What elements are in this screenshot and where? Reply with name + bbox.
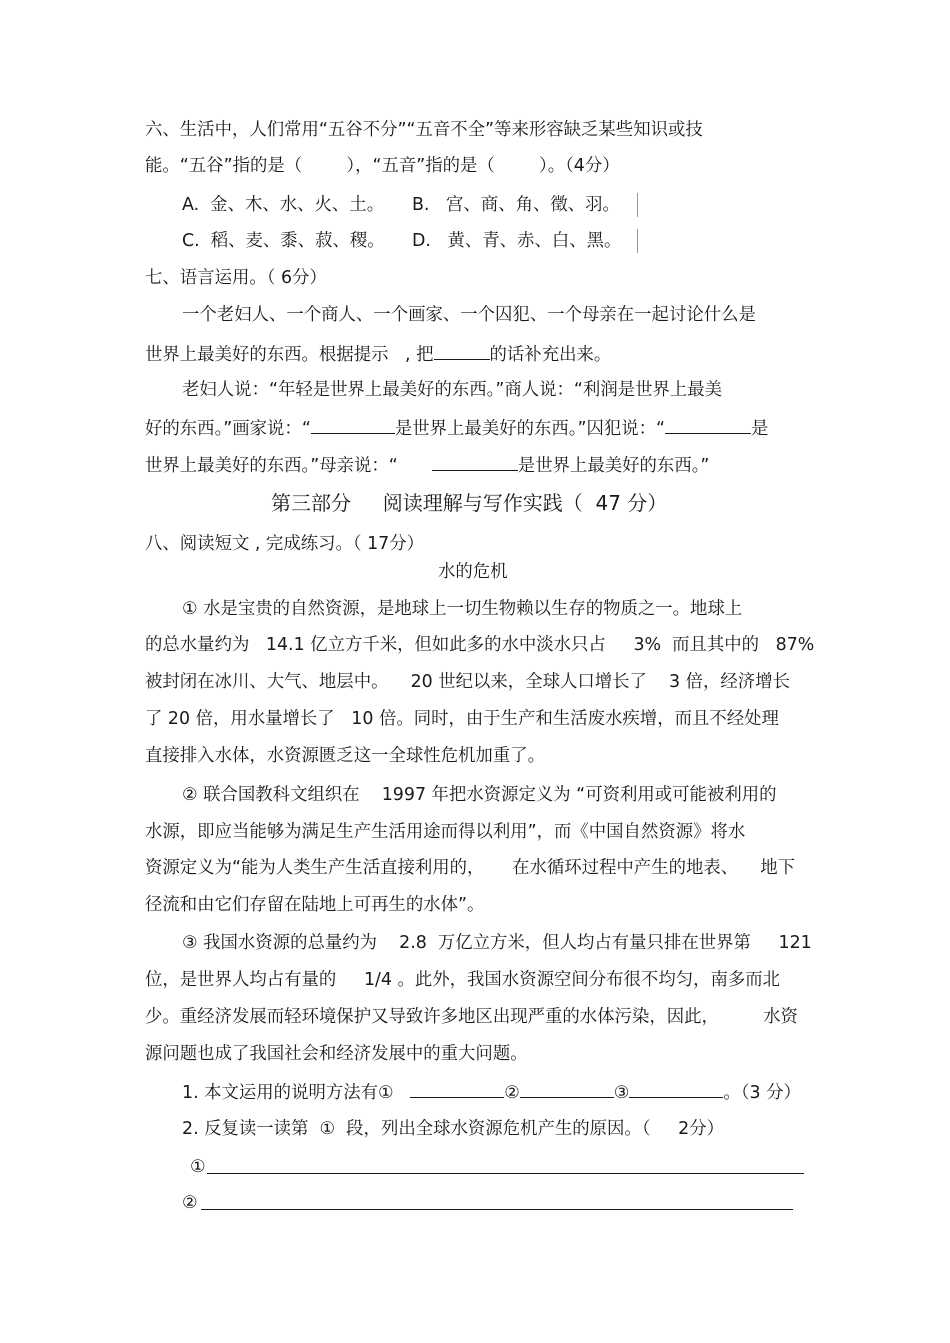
paragraph-2-line: 径流和由它们存留在陆地上可再生的水体”。: [145, 895, 485, 915]
answer-line-1[interactable]: [207, 1173, 804, 1174]
q7-prompt-line1: 一个老妇人、一个商人、一个画家、一个囚犯、一个母亲在一起讨论什么是: [182, 305, 756, 325]
q7-prompt-line2: [145, 341, 611, 367]
q6-stem-line1: 六、生活中，人们常用“五谷不分”“五音不全”等来形容缺乏某些知识或技: [145, 120, 703, 140]
part3-title: 第三部分 阅读理解与写作实践（ 47 分）: [271, 491, 668, 515]
q7-heading: 七、语言运用。（ 6分）: [145, 268, 327, 288]
q7-prompt-text: 世界上最美好的东西。根据提示 , 把: [145, 345, 434, 365]
circled-number: ①: [190, 1157, 206, 1177]
paragraph-1-line: 直接排入水体，水资源匮乏这一全球性危机加重了。: [145, 746, 545, 766]
q7-dialogue-text: 是世界上最美好的东西。”囚犯说：“: [394, 419, 666, 439]
paragraph-2-line: 资源定义为“能为人类生产生活直接利用的， 在水循环过程中产生的地表、 地下: [145, 858, 796, 878]
circled-number: ③: [613, 1083, 630, 1103]
method-answer-blank-1[interactable]: [410, 1079, 504, 1098]
paragraph-2-line: 水源，即应当能够为满足生产生活用途而得以利用”，而《中国自然资源》将水: [145, 822, 746, 842]
sub-question-1: [182, 1079, 801, 1105]
q7-dialogue-line3: [145, 452, 709, 478]
q7-dialogue-line2: [145, 415, 768, 441]
method-answer-blank-2[interactable]: [520, 1079, 614, 1098]
paragraph-1-line: 的总水量约为 14.1 亿立方千米，但如此多的水中淡水只占 3% 而且其中的 87%: [145, 635, 815, 655]
article-title: 水的危机: [438, 562, 508, 582]
q8-heading: 八、阅读短文 , 完成练习。（ 17分）: [145, 534, 425, 554]
q7-dialogue-text: 好的东西。”画家说：“: [145, 419, 311, 439]
q7-dialogue-line1: 老妇人说：“年轻是世界上最美好的东西。”商人说：“利润是世界上最美: [182, 380, 723, 400]
q7-prompt-text: 的话补充出来。: [489, 345, 612, 365]
prisoner-answer-blank[interactable]: [665, 415, 751, 434]
paragraph-1-line: ① 水是宝贵的自然资源，是地球上一切生物赖以生存的物质之一。地球上: [182, 599, 743, 619]
paragraph-3-line: ③ 我国水资源的总量约为 2.8 万亿立方米，但人均占有量只排在世界第 121: [182, 933, 812, 953]
paragraph-1-line: 被封闭在冰川、大气、地层中。 20 世纪以来，全球人口增长了 3 倍，经济增长: [145, 672, 790, 692]
sub-question-1-prefix: 1. 本文运用的说明方法有①: [182, 1083, 411, 1103]
paragraph-3-line: 少。重经济发展而轻环境保护又导致许多地区出现严重的水体污染，因此， 水资: [145, 1007, 798, 1027]
divider: [637, 193, 638, 217]
paragraph-1-line: 了 20 倍，用水量增长了 10 倍。同时，由于生产和生活废水疾增，而且不经处理: [145, 709, 779, 729]
q6-option-a: A. 金、木、水、火、土。: [182, 195, 385, 215]
sub-question-1-suffix: 。（3 分）: [723, 1083, 801, 1103]
q6-option-c: C. 稻、麦、黍、菽、稷。: [182, 231, 385, 251]
mother-answer-blank[interactable]: [432, 452, 518, 471]
divider: [637, 229, 638, 253]
answer-line-2[interactable]: [201, 1209, 793, 1210]
paragraph-3-line: 源问题也成了我国社会和经济发展中的重大问题。: [145, 1044, 528, 1064]
q6-option-b: B. 宫、商、角、徵、羽。: [412, 195, 620, 215]
q6-stem-line2: 能。“五谷”指的是（ ），“五音”指的是（ ）。（4分）: [145, 156, 620, 176]
circled-number: ②: [504, 1083, 520, 1103]
painter-answer-blank[interactable]: [311, 415, 395, 434]
method-answer-blank-3[interactable]: [629, 1079, 723, 1098]
paragraph-3-line: 位，是世界人均占有量的 1/4 。此外，我国水资源空间分布很不均匀，南多而北: [145, 970, 781, 990]
circled-number: ②: [182, 1193, 198, 1213]
answer-blank[interactable]: [434, 341, 490, 360]
q7-dialogue-text: 世界上最美好的东西。”母亲说：“: [145, 456, 398, 476]
q7-dialogue-text: 是世界上最美好的东西。”: [517, 456, 710, 476]
sub-question-2: 2. 反复读一读第 ① 段，列出全球水资源危机产生的原因。（ 2分）: [182, 1119, 724, 1139]
q6-option-d: D. 黄、青、赤、白、黑。: [412, 231, 622, 251]
paragraph-2-line: ② 联合国教科文组织在 1997 年把水资源定义为 “可资利用或可能被利用的: [182, 785, 777, 805]
q7-dialogue-text: 是: [751, 419, 769, 439]
